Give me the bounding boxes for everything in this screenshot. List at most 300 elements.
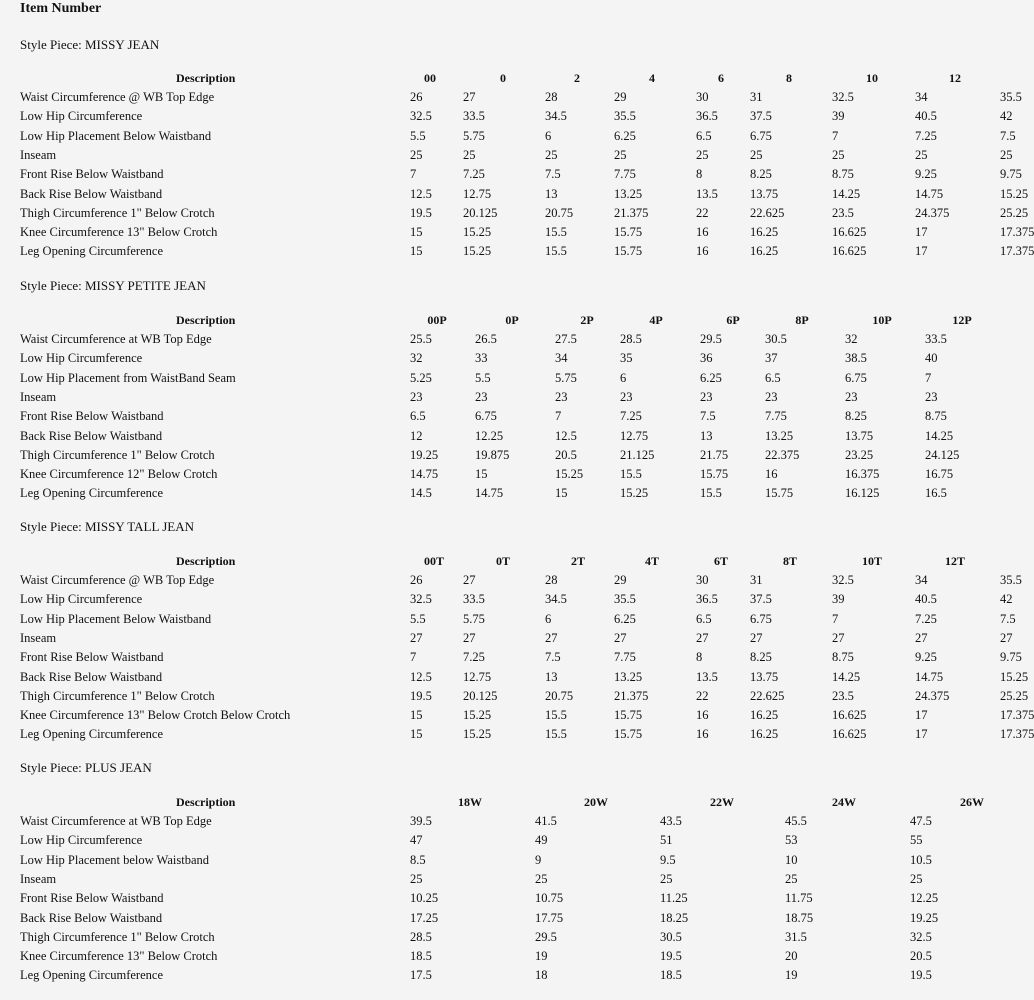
style-section [0,37,1034,277]
measurement-value: 16.25 [750,244,779,259]
measurement-value: 30.5 [765,332,787,346]
measurement-value: 34 [915,573,928,587]
size-header: 8T [782,554,798,568]
measurement-value: 13 [700,428,713,443]
measurement-value: 7.5 [545,167,561,182]
measurement-value: 36.5 [696,592,718,607]
measurement-value: 53 [785,833,798,848]
measurement-value: 20.125 [463,205,498,220]
measurement-value: 29.5 [535,929,557,944]
measurement-value: 32 [845,332,858,346]
measurement-value: 16.25 [750,225,779,240]
measurement-value: 40.5 [915,109,937,124]
measurement-value: 13.5 [696,186,718,201]
measurement-value: 16.625 [832,727,867,742]
measurement-value: 15 [410,727,423,742]
measurement-value: 35 [620,351,633,366]
measurement-name: Knee Circumference 12" Below Crotch [20,467,218,482]
measurement-value: 19.5 [410,688,432,703]
size-header: 00T [423,554,445,568]
measurement-value: 17.5 [410,968,432,983]
measurement-value: 33.5 [925,332,947,346]
measurement-value: 23 [925,389,938,404]
measurement-value: 25 [832,147,845,162]
measurement-value: 24.375 [915,688,950,703]
size-header: 18W [458,795,482,809]
measurement-name: Low Hip Placement below Waistband [20,852,210,867]
measurement-value: 19.5 [910,968,932,983]
measurement-value: 14.75 [915,186,944,201]
measurement-value: 16.5 [925,486,947,501]
measurement-value: 25 [545,147,558,162]
measurement-value: 28 [545,573,558,587]
measurement-value: 22.625 [750,688,785,703]
measurement-value: 7.5 [1000,611,1016,626]
style-section [0,760,1000,1000]
measurement-value: 5.5 [475,370,491,385]
measurement-value: 12.25 [910,891,939,906]
measurement-value: 12.25 [475,428,504,443]
measurement-value: 25 [463,147,476,162]
measurement-name: Low Hip Placement Below Waistband [20,611,212,626]
measurement-name: Thigh Circumference 1" Below Crotch [20,688,215,703]
measurement-value: 7.75 [614,650,636,665]
measurement-name: Back Rise Below Waistband [20,186,163,201]
measurement-value: 25 [660,871,673,886]
measurement-value: 16.625 [832,244,867,259]
measurement-value: 19.25 [910,910,939,925]
measurement-value: 14.5 [410,486,432,501]
measurement-value: 6.25 [614,611,636,626]
measurement-value: 7.25 [620,409,642,424]
measurement-value: 19.875 [475,447,510,462]
size-header: 12T [944,554,966,568]
measurement-value: 5.5 [410,611,426,626]
measurement-value: 6.75 [750,611,772,626]
measurement-value: 37.5 [750,109,772,124]
measurement-value: 55 [910,833,923,848]
measurement-value: 23 [765,389,778,404]
measurement-value: 14.25 [925,428,954,443]
measurement-value: 7 [925,370,932,385]
measurement-value: 14.75 [410,467,439,482]
measurement-value: 27 [545,630,558,645]
measurement-value: 7.25 [463,167,485,182]
measurement-value: 13.75 [750,186,779,201]
measurement-value: 5.75 [463,128,485,143]
measurement-value: 23 [845,389,858,404]
measurement-value: 26.5 [475,332,497,346]
measurement-value: 8.5 [410,852,426,867]
size-header: 22W [710,795,734,809]
measurement-value: 37 [765,351,778,366]
description-header: Description [176,554,236,568]
measurement-value: 29 [614,90,627,104]
measurement-value: 32.5 [832,90,854,104]
measurement-value: 16 [696,244,709,259]
measurement-value: 17.375 [1000,708,1034,723]
measurement-value: 12.75 [463,186,492,201]
measurement-value: 30.5 [660,929,682,944]
measurement-value: 25 [410,871,423,886]
size-header: 4T [644,554,660,568]
measurement-value: 34 [915,90,928,104]
size-header: 12P [952,313,972,327]
measurement-name: Front Rise Below Waistband [20,891,164,906]
measurement-value: 15.25 [463,727,492,742]
size-header: 00 [424,71,436,85]
measurement-value: 8.25 [750,650,772,665]
measurement-value: 15 [410,225,423,240]
page-title: Item Number [20,1,102,16]
measurement-name: Back Rise Below Waistband [20,669,163,684]
measurement-value: 6.5 [410,409,426,424]
measurement-name: Leg Opening Circumference [20,244,163,259]
measurement-name: Inseam [20,147,57,162]
style-section [0,278,1000,518]
measurement-value: 16 [765,467,778,482]
measurement-name: Back Rise Below Waistband [20,910,163,925]
measurement-value: 10.5 [910,852,932,867]
measurement-value: 17.375 [1000,727,1034,742]
measurement-value: 23 [475,389,488,404]
measurement-value: 14.25 [832,669,861,684]
measurement-value: 34 [555,351,568,366]
measurement-value: 13.25 [765,428,794,443]
measurement-value: 15.75 [700,467,729,482]
measurement-value: 39 [832,109,845,124]
measurement-value: 34.5 [545,592,567,607]
measurement-value: 13.25 [614,669,643,684]
measurement-name: Knee Circumference 13" Below Crotch [20,949,218,964]
measurement-value: 36.5 [696,109,718,124]
measurement-value: 27 [463,630,476,645]
size-header: 6P [726,313,740,327]
measurement-value: 10.25 [410,891,439,906]
size-header: 0 [500,71,506,85]
measurement-value: 12.5 [555,428,577,443]
measurement-name: Low Hip Circumference [20,833,143,848]
measurement-value: 7.25 [463,650,485,665]
size-header: 26W [960,795,984,809]
measurement-value: 17.375 [1000,244,1034,259]
measurement-value: 15.5 [545,244,567,259]
style-piece-label: Style Piece: MISSY PETITE JEAN [20,278,206,293]
measurement-value: 20.125 [463,688,498,703]
measurement-value: 47 [410,833,423,848]
measurement-value: 36 [700,351,713,366]
size-header: 2T [570,554,586,568]
measurement-value: 25 [535,871,548,886]
measurement-value: 17.75 [535,910,564,925]
measurement-value: 16.125 [845,486,880,501]
measurement-value: 32.5 [410,109,432,124]
measurement-value: 15 [555,486,568,501]
measurement-value: 8.75 [925,409,947,424]
measurement-value: 27 [915,630,928,645]
measurement-value: 15.75 [614,727,643,742]
measurement-value: 15.25 [463,225,492,240]
measurement-value: 41.5 [535,814,557,828]
measurement-value: 15 [410,244,423,259]
measurement-value: 31 [750,90,763,104]
measurement-value: 5.75 [555,370,577,385]
measurement-value: 25 [915,147,928,162]
measurement-value: 12.75 [620,428,649,443]
style-piece-label: Style Piece: PLUS JEAN [20,760,152,775]
measurement-value: 35.5 [614,109,636,124]
measurement-value: 7 [832,611,839,626]
measurement-value: 15.5 [620,467,642,482]
measurement-value: 14.75 [915,669,944,684]
measurement-value: 13.5 [696,669,718,684]
measurement-value: 9 [535,852,542,867]
measurement-value: 22.375 [765,447,800,462]
measurement-value: 15 [410,708,423,723]
measurement-value: 15.25 [620,486,649,501]
description-header: Description [176,795,236,809]
measurement-name: Low Hip Placement Below Waistband [20,128,212,143]
measurement-value: 12 [410,428,423,443]
measurement-name: Inseam [20,389,57,404]
measurement-value: 21.375 [614,205,649,220]
measurement-value: 7.5 [1000,128,1016,143]
measurement-value: 29 [614,573,627,587]
measurement-name: Waist Circumference at WB Top Edge [20,814,212,828]
measurement-value: 34.5 [545,109,567,124]
measurement-name: Low Hip Circumference [20,592,143,607]
measurement-value: 6 [545,611,552,626]
measurement-value: 35.5 [1000,573,1022,587]
description-header: Description [176,313,236,327]
measurement-value: 27 [614,630,627,645]
measurement-value: 32 [410,351,423,366]
measurement-value: 17.25 [410,910,439,925]
measurement-value: 5.25 [410,370,432,385]
measurement-value: 27 [832,630,845,645]
measurement-value: 15.5 [545,708,567,723]
measurement-value: 32.5 [410,592,432,607]
measurement-value: 11.75 [785,891,813,906]
measurement-value: 25.25 [1000,205,1029,220]
measurement-value: 20.75 [545,688,574,703]
measurement-value: 39 [832,592,845,607]
measurement-value: 22 [696,688,709,703]
measurement-value: 15.5 [545,727,567,742]
measurement-value: 27 [463,573,476,587]
measurement-value: 15.25 [463,708,492,723]
measurement-value: 12.5 [410,669,432,684]
measurement-value: 20.5 [555,447,577,462]
measurement-value: 21.375 [614,688,649,703]
measurement-value: 17 [915,727,928,742]
measurement-value: 24.125 [925,447,960,462]
measurement-name: Inseam [20,630,57,645]
measurement-value: 30 [696,90,709,104]
measurement-value: 7.75 [765,409,787,424]
measurement-value: 12.75 [463,669,492,684]
measurement-value: 42 [1000,592,1013,607]
measurement-name: Thigh Circumference 1" Below Crotch [20,929,215,944]
size-header: 10T [861,554,883,568]
measurement-value: 33.5 [463,109,485,124]
measurement-value: 6.75 [475,409,497,424]
measurement-value: 15.75 [614,244,643,259]
measurement-value: 8.75 [832,167,854,182]
style-section [0,519,1034,759]
measurement-value: 25 [750,147,763,162]
measurement-value: 22 [696,205,709,220]
measurement-value: 16.375 [845,467,880,482]
measurement-value: 20.5 [910,949,932,964]
measurement-value: 23 [620,389,633,404]
measurement-value: 14.25 [832,186,861,201]
measurement-value: 40 [925,351,938,366]
measurement-value: 21.125 [620,447,655,462]
measurement-value: 7 [410,650,417,665]
measurement-value: 51 [660,833,673,848]
measurement-value: 15.5 [700,486,722,501]
measurement-value: 31.5 [785,929,807,944]
measurement-value: 18 [535,968,548,983]
measurement-value: 16 [696,708,709,723]
measurement-value: 15.75 [614,708,643,723]
size-header: 8P [795,313,809,327]
measurement-value: 17.375 [1000,225,1034,240]
measurement-value: 31 [750,573,763,587]
measurement-name: Knee Circumference 13" Below Crotch Below Crotch [20,708,291,723]
measurement-value: 6.5 [696,611,712,626]
size-header: 4 [649,71,655,85]
measurement-value: 39.5 [410,814,432,828]
measurement-value: 15.25 [1000,186,1029,201]
measurement-value: 25 [614,147,627,162]
measurement-value: 16 [696,225,709,240]
measurement-value: 24.375 [915,205,950,220]
measurement-value: 7 [555,409,562,424]
size-header: 24W [832,795,856,809]
measurement-value: 8.25 [750,167,772,182]
measurement-name: Waist Circumference @ WB Top Edge [20,573,215,587]
measurement-value: 25 [910,871,923,886]
size-header: 2P [580,313,594,327]
measurement-value: 20.75 [545,205,574,220]
measurement-value: 33 [475,351,488,366]
size-header: 2 [574,71,580,85]
measurement-value: 18.5 [660,968,682,983]
measurement-value: 32.5 [832,573,854,587]
measurement-name: Front Rise Below Waistband [20,167,164,182]
measurement-value: 38.5 [845,351,867,366]
measurement-value: 27 [1000,630,1013,645]
measurement-value: 23 [700,389,713,404]
size-header: 4P [649,313,663,327]
measurement-value: 19.25 [410,447,439,462]
measurement-value: 27 [410,630,423,645]
measurement-name: Leg Opening Circumference [20,968,163,983]
size-header: 10 [866,71,878,85]
measurement-value: 27 [696,630,709,645]
measurement-value: 12.5 [410,186,432,201]
measurement-value: 19.5 [410,205,432,220]
style-piece-label: Style Piece: MISSY TALL JEAN [20,519,194,534]
measurement-value: 8 [696,167,703,182]
measurement-name: Low Hip Placement from WaistBand Seam [20,370,236,385]
measurement-value: 13.75 [750,669,779,684]
measurement-value: 32.5 [910,929,932,944]
measurement-value: 9.75 [1000,650,1022,665]
measurement-value: 20 [785,949,798,964]
size-header: 00P [427,313,447,327]
measurement-value: 22.625 [750,205,785,220]
measurement-value: 9.75 [1000,167,1022,182]
measurement-value: 7.75 [614,167,636,182]
measurement-name: Leg Opening Circumference [20,727,163,742]
size-header: 8 [786,71,792,85]
measurement-value: 6.5 [696,128,712,143]
measurement-value: 16.625 [832,708,867,723]
measurement-value: 29.5 [700,332,722,346]
measurement-value: 6 [620,370,627,385]
measurement-value: 6.25 [700,370,722,385]
measurement-value: 16.75 [925,467,954,482]
measurement-value: 6.75 [750,128,772,143]
measurement-value: 16 [696,727,709,742]
measurement-value: 15.5 [545,225,567,240]
measurement-value: 27 [750,630,763,645]
measurement-value: 16.25 [750,708,779,723]
measurement-value: 15.75 [614,225,643,240]
measurement-name: Back Rise Below Waistband [20,428,163,443]
measurement-value: 18.5 [410,949,432,964]
measurement-value: 25 [696,147,709,162]
measurement-value: 17 [915,225,928,240]
measurement-value: 6 [545,128,552,143]
description-header: Description [176,71,236,85]
measurement-value: 5.5 [410,128,426,143]
measurement-value: 7.5 [545,650,561,665]
measurement-value: 23 [410,389,423,404]
measurement-name: Thigh Circumference 1" Below Crotch [20,205,215,220]
measurement-value: 6.75 [845,370,867,385]
measurement-value: 28 [545,90,558,104]
size-header: 6T [713,554,729,568]
measurement-value: 40.5 [915,592,937,607]
measurement-value: 21.75 [700,447,729,462]
measurement-value: 10.75 [535,891,564,906]
measurement-name: Leg Opening Circumference [20,486,163,501]
measurement-value: 45.5 [785,814,807,828]
measurement-value: 23.5 [832,688,854,703]
measurement-value: 8 [696,650,703,665]
measurement-value: 23 [555,389,568,404]
measurement-value: 7.25 [915,128,937,143]
measurement-value: 23.25 [845,447,874,462]
measurement-value: 13 [545,669,558,684]
measurement-name: Knee Circumference 13" Below Crotch [20,225,218,240]
style-piece-label: Style Piece: MISSY JEAN [20,37,160,52]
size-header: 10P [872,313,892,327]
measurement-name: Low Hip Circumference [20,351,143,366]
measurement-name: Front Rise Below Waistband [20,650,164,665]
measurement-value: 5.75 [463,611,485,626]
measurement-value: 25 [1000,147,1013,162]
measurement-value: 30 [696,573,709,587]
measurement-name: Front Rise Below Waistband [20,409,164,424]
measurement-value: 25.5 [410,332,432,346]
measurement-value: 15.25 [463,244,492,259]
measurement-value: 7.25 [915,611,937,626]
